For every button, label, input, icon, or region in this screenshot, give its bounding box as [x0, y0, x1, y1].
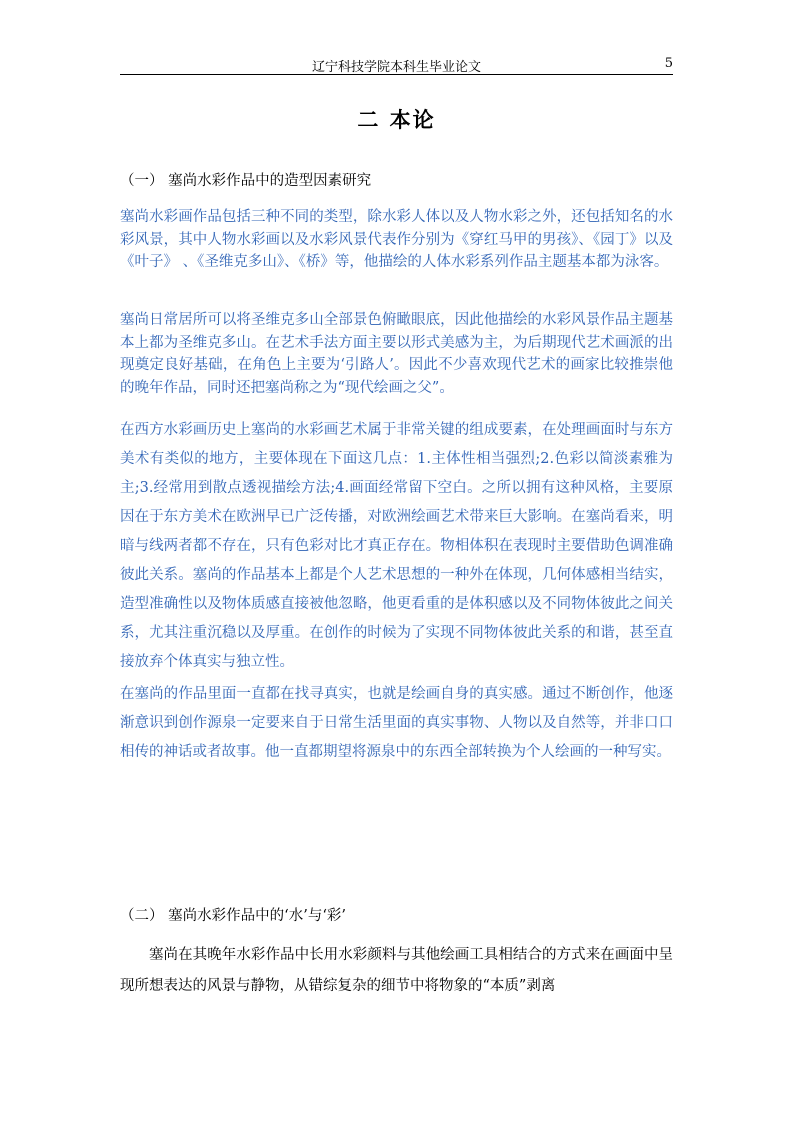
chapter-title: 二 本论: [357, 108, 436, 132]
section-heading-1: （一） 塞尚水彩作品中的造型因素研究: [120, 173, 372, 189]
paragraph-2: 塞尚日常居所可以将圣维克多山全部景色俯瞰眼底，因此他描绘的水彩风景作品主题基本上都为圣维克多山。在艺术手法方面主要以形式美感为主，为后期现代艺术画派的出现奠定良好基础，在角色上主要为‘引路人’。因此不少喜欢现代艺术的画家比较推崇他的晚年作品，同时还把塞尚称之为“现代绘画之父”。: [120, 312, 673, 396]
paragraph-1: 塞尚水彩画作品包括三种不同的类型，除水彩人体以及人物水彩之外，还包括知名的水彩风景，其中人物水彩画以及水彩风景代表作分别为《穿红马甲的男孩》、《园丁》以及《叶子》 、《圣维克多山》、《桥》等，他描绘的人体水彩系列作品主题基本都为泳客。: [120, 209, 673, 270]
paragraph-4: 在塞尚的作品里面一直都在找寻真实，也就是绘画自身的真实感。通过不断创作，他逐渐意识到创作源泉一定要来自于日常生活里面的真实事物、人物以及自然等，并非口口相传的神话或者故事。他一直都期望将源泉中的东西全部转换为个人绘画的一种写实。: [120, 686, 673, 760]
section-heading-2: （二） 塞尚水彩作品中的‘水’与‘彩’: [120, 908, 347, 924]
paragraph-5: 塞尚在其晚年水彩作品中长用水彩颜料与其他绘画工具相结合的方式来在画面中呈现所想表达的风景与静物，从错综复杂的细节中将物象的“本质”剥离: [120, 947, 673, 994]
header-title: 辽宁科技学院本科生毕业论文: [311, 60, 481, 75]
paragraph-3: 在西方水彩画历史上塞尚的水彩画艺术属于非常关键的组成要素，在处理画面时与东方美术有类似的地方，主要体现在下面这几点：1.主体性相当强烈;2.色彩以简淡素雅为主;3.经常用到散点透视描绘方法;4.画面经常留下空白。之所以拥有这种风格，主要原因在于东方美术在欧洲早已广泛传播，对欧洲绘画艺术带来巨大影响。在塞尚看来，明暗与线两者都不存在，只有色彩对比才真正存在。物相体积在表现时主要借助色调准确彼此关系。塞尚的作品基本上都是个人艺术思想的一种外在体现，几何体感相当结实，造型准确性以及物体质感直接被他忽略，他更看重的是体积感以及不同物体彼此之间关系，尤其注重沉稳以及厚重。在创作的时候为了实现不同物体彼此关系的和谐，甚至直接放弃个体真实与独立性。: [120, 422, 673, 670]
page-header: [120, 54, 673, 75]
page-number: 5: [664, 56, 673, 71]
